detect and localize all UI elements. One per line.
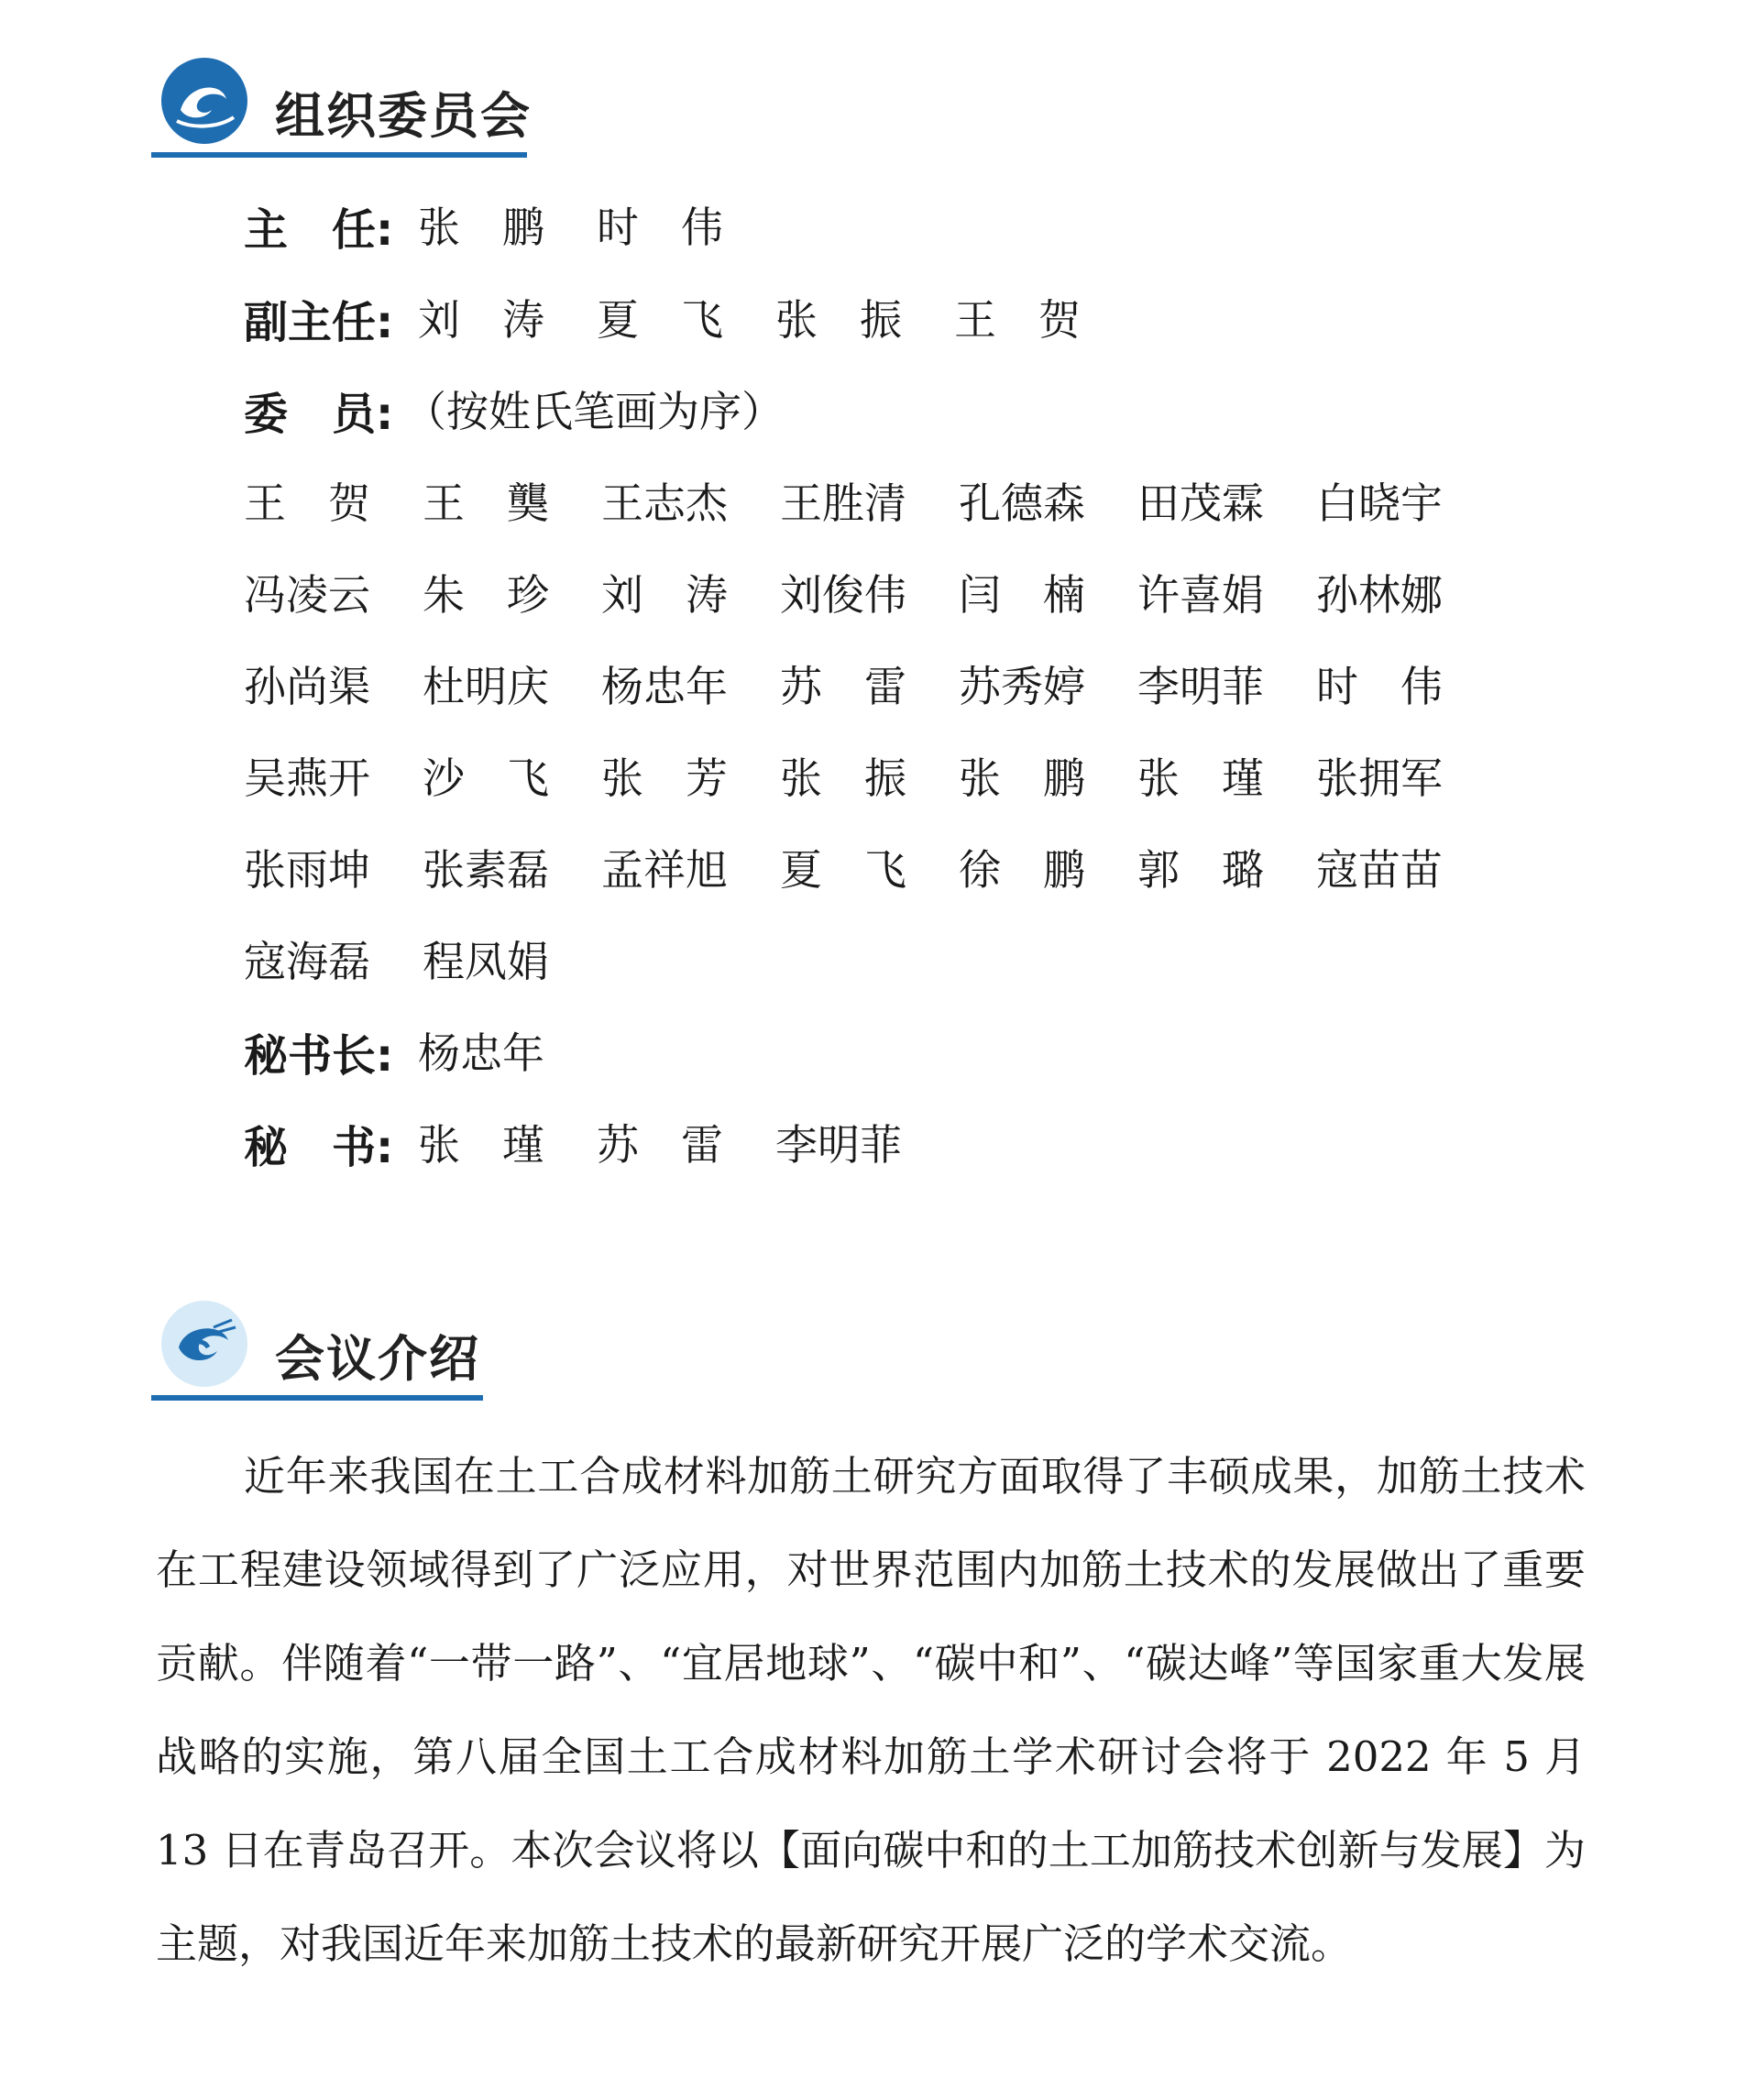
person-name: 白晓宇 [1316, 478, 1443, 528]
person-name: 田茂霖 [1137, 478, 1264, 528]
section-title: 会议介绍 [275, 1330, 480, 1388]
person-name: 苏秀婷 [959, 662, 1085, 711]
member-grid-row [244, 562, 1495, 626]
org-committee-header [160, 57, 532, 158]
person-name: 郭 璐 [1137, 845, 1264, 895]
person-name: 时 伟 [1316, 662, 1443, 711]
person-name: 张 瑾 [1137, 753, 1264, 803]
person-name: 时 伟 [597, 203, 723, 252]
person-name: 寇苗苗 [1316, 845, 1443, 895]
member-grid-row [244, 470, 1495, 534]
person-name: 苏 雷 [780, 662, 906, 711]
person-name: 夏 飞 [597, 295, 723, 345]
person-name: 王胜清 [780, 478, 906, 528]
person-name: 张素磊 [423, 845, 549, 895]
person-name: 苏 雷 [597, 1120, 723, 1170]
name-list [418, 194, 775, 255]
member-grid-row [244, 929, 601, 993]
person-name: 许喜娟 [1137, 570, 1264, 620]
role-label: 主 任: [244, 204, 394, 256]
person-name: 闫 楠 [959, 570, 1085, 620]
person-name: 李明菲 [1137, 662, 1264, 711]
person-name: 孔德森 [959, 478, 1085, 528]
section-title: 组织委员会 [275, 87, 532, 145]
name-list [418, 1020, 597, 1081]
member-grid-row [244, 654, 1495, 718]
person-name: 张 瑾 [418, 1120, 544, 1170]
header-underline [151, 1395, 483, 1401]
person-name: 张 振 [775, 295, 902, 345]
person-name: 张 鹏 [959, 753, 1085, 803]
person-name: 王 贺 [244, 478, 370, 528]
person-name: 夏 飞 [780, 845, 906, 895]
person-name: 刘俊伟 [780, 570, 906, 620]
person-name: 杜明庆 [423, 662, 549, 711]
person-name: 程凤娟 [423, 937, 549, 986]
wave-logo-icon [160, 57, 248, 145]
person-name: 徐 鹏 [959, 845, 1085, 895]
role-label: 委 员: [244, 389, 394, 440]
wave-logo-icon [160, 1300, 248, 1388]
person-name: 吴燕开 [244, 753, 370, 803]
person-name: 王 龑 [423, 478, 549, 528]
person-name: 孟祥旭 [601, 845, 728, 895]
members-note: （按姓氏笔画为序） [404, 387, 784, 436]
role-label: 秘书长: [244, 1030, 394, 1082]
person-name: 孙林娜 [1316, 570, 1443, 620]
person-name: 杨忠年 [601, 662, 728, 711]
person-name: 张 芳 [601, 753, 728, 803]
person-name: 张拥军 [1316, 753, 1443, 803]
person-name: 王志杰 [601, 478, 728, 528]
person-name: 沙 飞 [423, 753, 549, 803]
person-name: 寇海磊 [244, 937, 370, 986]
person-name: 李明菲 [775, 1120, 902, 1170]
person-name: 刘 涛 [418, 295, 544, 345]
header-underline [151, 152, 527, 158]
role-label: 秘 书: [244, 1122, 394, 1173]
name-list [418, 287, 1133, 347]
person-name: 张雨坤 [244, 845, 370, 895]
person-name: 张 鹏 [418, 203, 544, 252]
intro-header [160, 1300, 490, 1401]
member-grid-row [244, 745, 1495, 809]
person-name: 张 振 [780, 753, 906, 803]
person-name: 杨忠年 [418, 1028, 544, 1078]
member-grid-row [244, 837, 1495, 901]
person-name: 王 贺 [954, 295, 1081, 345]
name-list [418, 1112, 954, 1172]
person-name: 朱 珍 [423, 570, 549, 620]
role-label: 副主任: [244, 297, 394, 348]
person-name: 刘 涛 [601, 570, 728, 620]
intro-paragraph: 近年来我国在土工合成材料加筋土研究方面取得了丰硕成果，加筋土技术在工程建设领域得到了广泛应用，对世界范围内加筋土技术的发展做出了重要贡献。伴随着“一带一路”、“宜居地球”、“碳中和”、“碳达峰”等国家重大发展战略的实施，第八届全国土工合成材料加筋土学术研讨会将于 2022 年 5 月 13 日在青岛召开。本次会议将以【面向碳中和的土工加筋技术创新与发展】为主题，对我国近年来加筋土技术的最新研究开展广泛的学术交流。 [156, 1452, 1586, 1968]
person-name: 孙尚渠 [244, 662, 370, 711]
person-name: 冯凌云 [244, 570, 370, 620]
